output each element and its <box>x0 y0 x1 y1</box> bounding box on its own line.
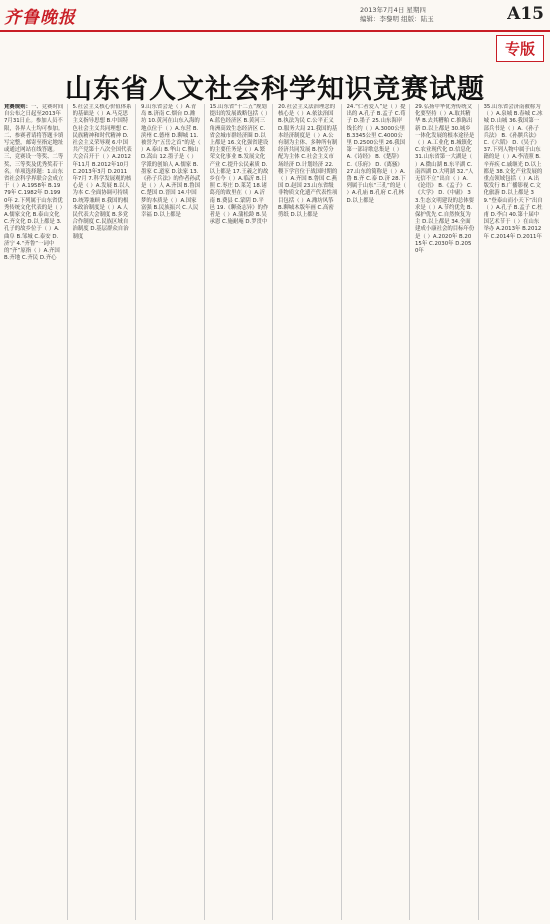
column-text: 35.山东省会济南被称为（ ）A.泉城 B.春城 C.冰城 D.山城 36.我国第一部兵书是（ ）A.《孙子兵法》 B.《孙膑兵法》 C.《六韬》 D.《吴子》 37.下列人物中属于山东籍的是（ ）A.李清照 B.辛弃疾 C.戚继光 D.以上都是 38.文化产业发展的重点领域包括（ ）A.出版发行 B.广播影视 C.文化旅游 D.以上都是 39.“登泰山而小天下”出自（ ）A.孔子 B.孟子 C.杜甫 D.李白 40.第十届中国艺术节于（ ）在山东举办 A.2013年 B.2012年 C.2014年 D.2011年 <box>483 104 543 240</box>
article-column <box>347 104 411 920</box>
column-text: 9.山东省会是（ ）A.青岛 B.济南 C.烟台 D.潍坊 10.黄河在山东入海的地点位于（ ）A.东营 B.滨州 C.德州 D.聊城 11.被誉为“五岳之首”的是（ ）A.泰山 B.华山 C.衡山 D.嵩山 12.墨子是（ ）学派的创始人 A.儒家 B.墨家 C.道家 D.法家 13.《孙子兵法》的作者孙武是（ ）人 A.齐国 B.鲁国 C.楚国 D.晋国 14.中国梦的本质是（ ）A.国家富强 B.民族振兴 C.人民幸福 D.以上都是 <box>141 104 201 219</box>
column-text: 24.“仁者爱人”是（ ）提出的 A.孔子 B.孟子 C.荀子 D.墨子 25.山东海岸线长约（ ）A.3000公里 B.3345公里 C.4000公里 D.2500公里 26.我国第一部诗歌总集是（ ）A.《诗经》 B.《楚辞》 C.《乐府》 D.《离骚》 27.山东的简称是（ ）A.鲁 B.齐 C.泰 D.济 28.下列属于山东“三孔”的是（ ）A.孔庙 B.孔府 C.孔林 D.以上都是 <box>346 104 406 204</box>
header-divider <box>0 30 550 32</box>
article-column <box>4 104 68 920</box>
article-column <box>415 104 479 920</box>
newspaper-logo: 齐鲁晚报 <box>4 8 76 28</box>
column-text: 29.弘扬中华优秀传统文化要坚持（ ）A.取其精华 B.去其糟粕 C.推陈出新 D.以上都是 30.城乡一体化发展的根本途径是（ ）A.工业化 B.城镇化 C.农业现代化 D.信息化 31.山东省第一大湖是（ ）A.微山湖 B.东平湖 C.南四湖 D.大明湖 32.“人无信不立”出自（ ）A.《论语》 B.《孟子》 C.《大学》 D.《中庸》 33.生态文明建设的总体要求是（ ）A.节约优先 B.保护优先 C.自然恢复为主 D.以上都是 34.全面建成小康社会的目标年份是（ ）A.2020年 B.2015年 C.2030年 D.2050年 <box>415 104 475 255</box>
column-text: 5.社会主义核心价值体系的基础是（ ）A.马克思主义指导思想 B.中国特色社会主义共同理想 C.民族精神和时代精神 D.社会主义荣辱观 6.中国共产党第十八次全国代表大会召开于（ ）A.2012年11月 B.2012年10月 C.2013年3月 D.2011年7月 7.科学发展观的核心是（ ）A.发展 B.以人为本 C.全面协调可持续 D.统筹兼顾 8.我国的根本政治制度是（ ）A.人民代表大会制度 B.多党合作制度 C.民族区域自治制度 D.基层群众自治制度 <box>72 104 132 240</box>
article-column <box>484 104 547 920</box>
editor-line: 编辑：李黎明 组版：陆玉 <box>360 15 434 23</box>
rules-label: 竞赛规则： <box>4 104 31 110</box>
issue-meta <box>360 6 434 24</box>
article-column <box>210 104 274 920</box>
masthead <box>0 0 550 34</box>
page-number: A15 <box>507 4 544 24</box>
section-label: 专版 <box>496 35 544 62</box>
column-text: 一、竞赛时间自公布之日起至2013年7月31日止。参加人员不限，各界人士均可参加。二、参赛者请将答题卡填写完整，邮寄至指定地址或通过网站在线答题。三、竞赛设一等奖、二等奖、三等奖及优秀奖若干名。单项选择题：1.山东省社会科学界联合会成立于（ ）A.1958年 B.1979年 C.1982年 D.1990年 2.下列属于山东省优秀传统文化代表的是（ ）A.儒家文化 B.泰山文化 C.齐文化 D.以上都是 3.孔子的故乡位于（ ）A.曲阜 B.邹城 C.泰安 D.济宁 4.“齐鲁”一词中的“齐”原指（ ）A.齐国 B.齐地 C.齐民 D.齐心 <box>4 104 64 262</box>
article-column <box>73 104 137 920</box>
column-text: 20.社会主义法治理念的核心是（ ）A.依法治国 B.执法为民 C.公平正义 D.服务大局 21.我国的基本经济制度是（ ）A.公有制为主体、多种所有制经济共同发展 B.按劳分配为主体 C.社会主义市场经济 D.计划经济 22.稷下学宫位于战国时期的（ ）A.齐国 B.鲁国 C.燕国 D.赵国 23.山东省级非物质文化遗产代表性项目包括（ ）A.潍坊风筝 B.聊城木版年画 C.高密剪纸 D.以上都是 <box>278 104 338 219</box>
article-columns <box>4 104 546 920</box>
article-column <box>141 104 205 920</box>
date-line: 2013年7月4日 星期四 <box>360 6 426 14</box>
column-text: 15.山东省“十二五”规划提出的发展战略包括（ ）A.蓝色经济区 B.黄河三角洲高效生态经济区 C.省会城市群经济圈 D.以上都是 16.文化强省建设的主要任务是（ ）A.繁荣文化事业 B.发展文化产业 C.提升公民素质 D.以上都是 17.王羲之的故乡在今（ ）A.临沂 B.日照 C.枣庄 D.莱芜 18.诸葛亮的故里在（ ）A.沂南 B.费县 C.蒙阴 D.平邑 19.《聊斋志异》的作者是（ ）A.蒲松龄 B.吴承恩 C.施耐庵 D.罗贯中 <box>209 104 269 226</box>
page-title: 山东省人文社会科学知识竞赛试题 <box>65 74 485 105</box>
article-column <box>278 104 342 920</box>
